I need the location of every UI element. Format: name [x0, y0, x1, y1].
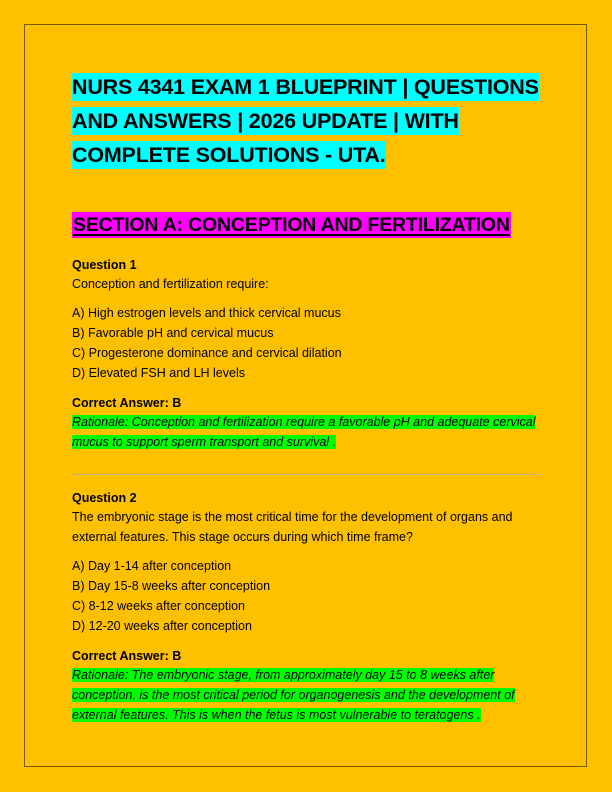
answer-options [72, 303, 542, 383]
rationale: Rationale: The embryonic stage, from approximately day 15 to 8 weeks after conception, is the most critical period for organogenesis and the development of external features. This is when the fetus is most vulnerable to teratogens . [72, 668, 515, 722]
document-title: NURS 4341 EXAM 1 BLUEPRINT | QUESTIONS AND ANSWERS | 2026 UPDATE | WITH COMPLETE SOLUTIONS - UTA. [72, 75, 539, 167]
option-a: A) Day 1-14 after conception [72, 559, 232, 573]
option-a: A) High estrogen levels and thick cervical mucus [72, 306, 341, 320]
document-body [72, 70, 542, 725]
question-2 [72, 489, 542, 725]
option-b: B) Favorable pH and cervical mucus [72, 326, 274, 340]
question-text: The embryonic stage is the most critical time for the development of organs and external features. This stage occurs during which time frame? [72, 510, 513, 544]
question-label: Question 1 [72, 258, 137, 272]
question-divider [72, 474, 540, 475]
section-heading: SECTION A: CONCEPTION AND FERTILIZATION [73, 214, 510, 236]
question-1 [72, 256, 542, 452]
option-d: D) Elevated FSH and LH levels [72, 366, 245, 380]
question-label: Question 2 [72, 491, 137, 505]
option-b: B) Day 15-8 weeks after conception [72, 579, 271, 593]
correct-answer: Correct Answer: B [72, 396, 182, 410]
option-c: C) Progesterone dominance and cervical dilation [72, 346, 342, 360]
option-c: C) 8-12 weeks after conception [72, 599, 246, 613]
option-d: D) 12-20 weeks after conception [72, 619, 252, 633]
answer-options [72, 556, 542, 636]
rationale: Rationale: Conception and fertilization require a favorable pH and adequate cervical mucus to support sperm transport and survival . [72, 415, 536, 449]
correct-answer: Correct Answer: B [72, 649, 182, 663]
question-text: Conception and fertilization require: [72, 277, 269, 291]
